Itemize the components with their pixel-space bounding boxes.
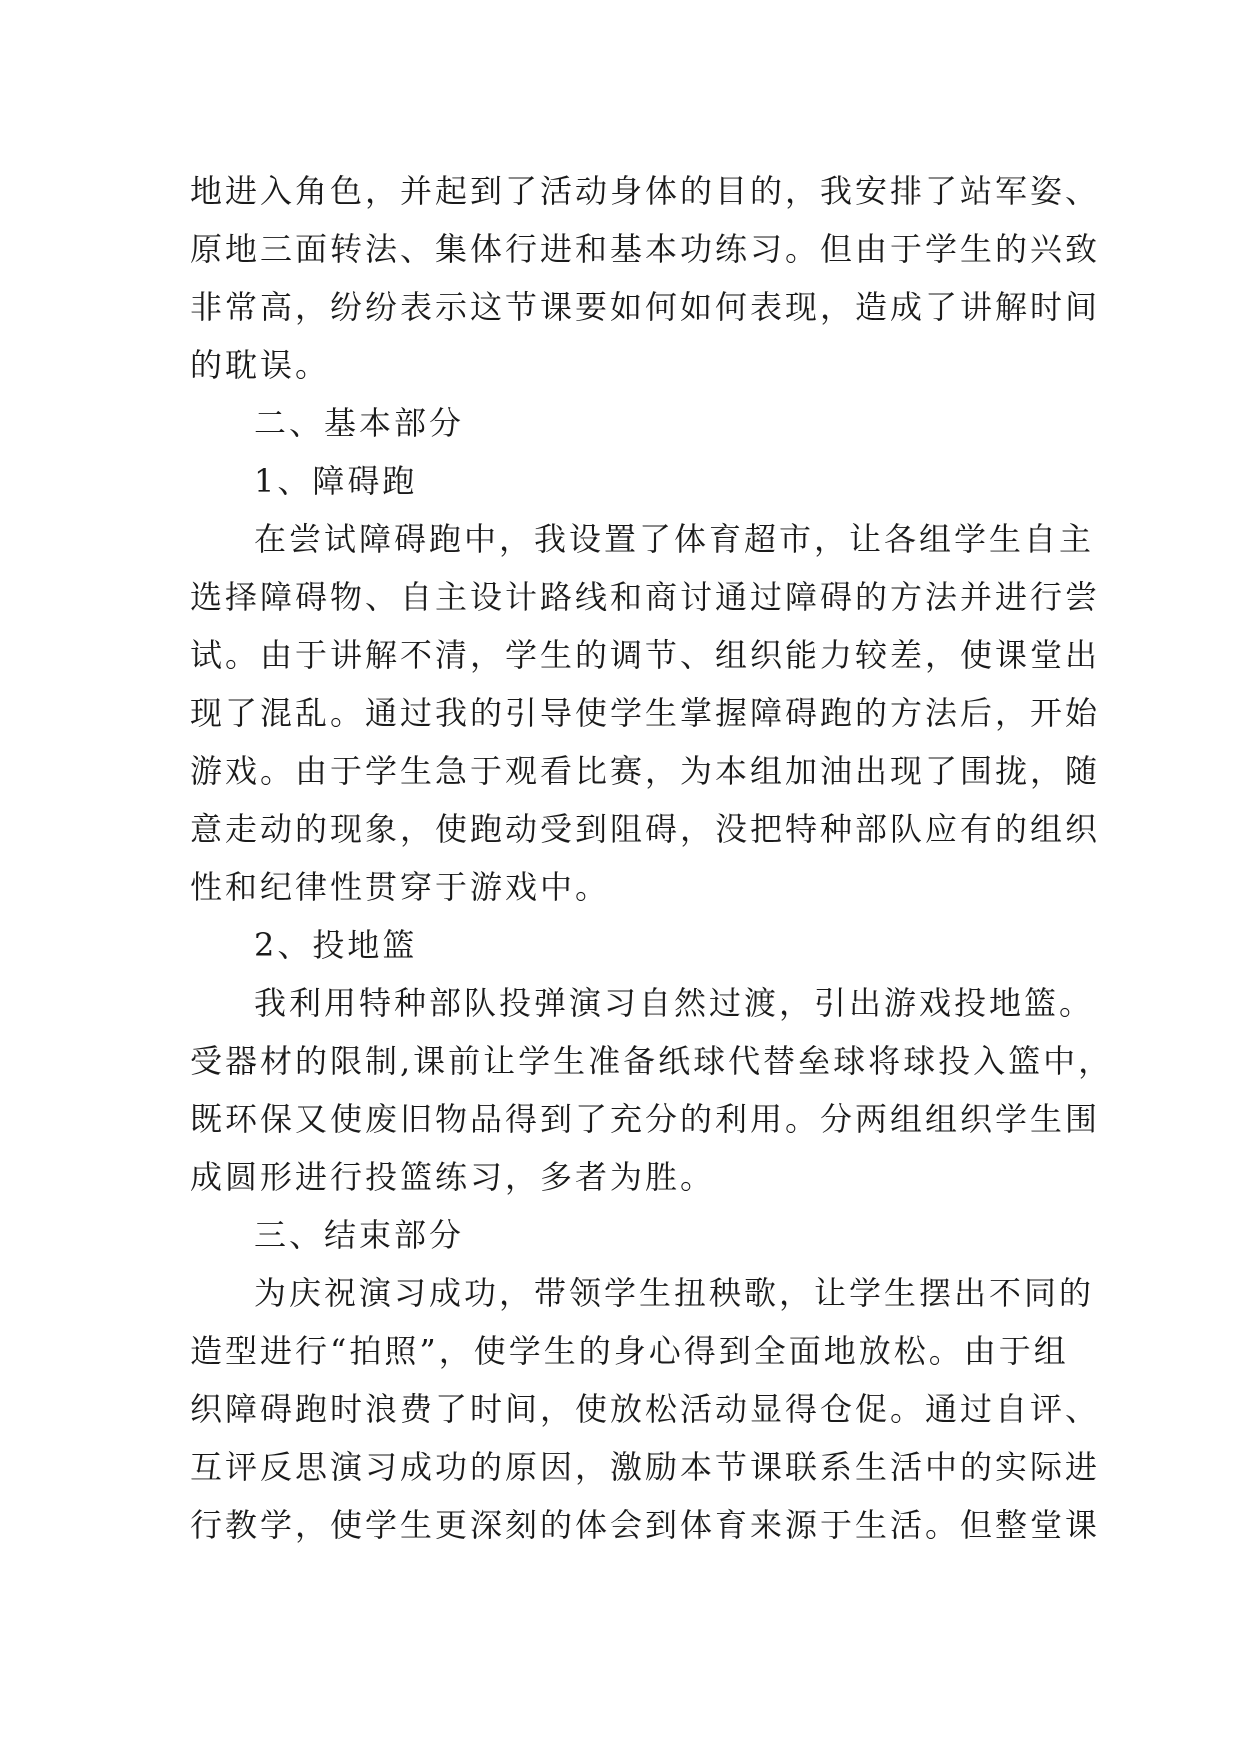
text-line: 互评反思演习成功的原因，激励本节课联系生活中的实际进 bbox=[190, 1448, 1101, 1486]
text-line: 2、投地篮 bbox=[254, 926, 418, 964]
text-line: 游戏。由于学生急于观看比赛，为本组加油出现了围拢，随 bbox=[190, 752, 1101, 790]
text-line: 的耽误。 bbox=[190, 346, 331, 384]
text-line: 受器材的限制,课前让学生准备纸球代替垒球将球投入篮中， bbox=[190, 1042, 1114, 1080]
text-line: 在尝试障碍跑中，我设置了体育超市，让各组学生自主 bbox=[254, 520, 1095, 558]
text-line: 地进入角色，并起到了活动身体的目的，我安排了站军姿、 bbox=[190, 172, 1101, 210]
text-line: 既环保又使废旧物品得到了充分的利用。分两组组织学生围 bbox=[190, 1100, 1101, 1138]
text-line: 试。由于讲解不清，学生的调节、组织能力较差，使课堂出 bbox=[190, 636, 1101, 674]
text-line: 三、结束部分 bbox=[254, 1216, 465, 1254]
text-line: 为庆祝演习成功，带领学生扭秧歌，让学生摆出不同的 bbox=[254, 1274, 1095, 1312]
text-line: 性和纪律性贯穿于游戏中。 bbox=[190, 868, 611, 906]
text-line: 选择障碍物、自主设计路线和商讨通过障碍的方法并进行尝 bbox=[190, 578, 1101, 616]
text-line: 意走动的现象，使跑动受到阻碍，没把特种部队应有的组织 bbox=[190, 810, 1101, 848]
document-body bbox=[190, 162, 1114, 1554]
text-line: 成圆形进行投篮练习，多者为胜。 bbox=[190, 1158, 716, 1196]
text-line: 现了混乱。通过我的引导使学生掌握障碍跑的方法后，开始 bbox=[190, 694, 1101, 732]
text-line: 造型进行“拍照”，使学生的身心得到全面地放松。由于组 bbox=[190, 1332, 1069, 1370]
text-line: 织障碍跑时浪费了时间，使放松活动显得仓促。通过自评、 bbox=[190, 1390, 1101, 1428]
text-line: 1、障碍跑 bbox=[254, 462, 418, 500]
text-line: 行教学，使学生更深刻的体会到体育来源于生活。但整堂课 bbox=[190, 1506, 1101, 1544]
text-line: 非常高，纷纷表示这节课要如何如何表现，造成了讲解时间 bbox=[190, 288, 1101, 326]
text-line: 原地三面转法、集体行进和基本功练习。但由于学生的兴致 bbox=[190, 230, 1101, 268]
text-line: 我利用特种部队投弹演习自然过渡，引出游戏投地篮。 bbox=[254, 984, 1095, 1022]
text-line: 二、基本部分 bbox=[254, 404, 465, 442]
